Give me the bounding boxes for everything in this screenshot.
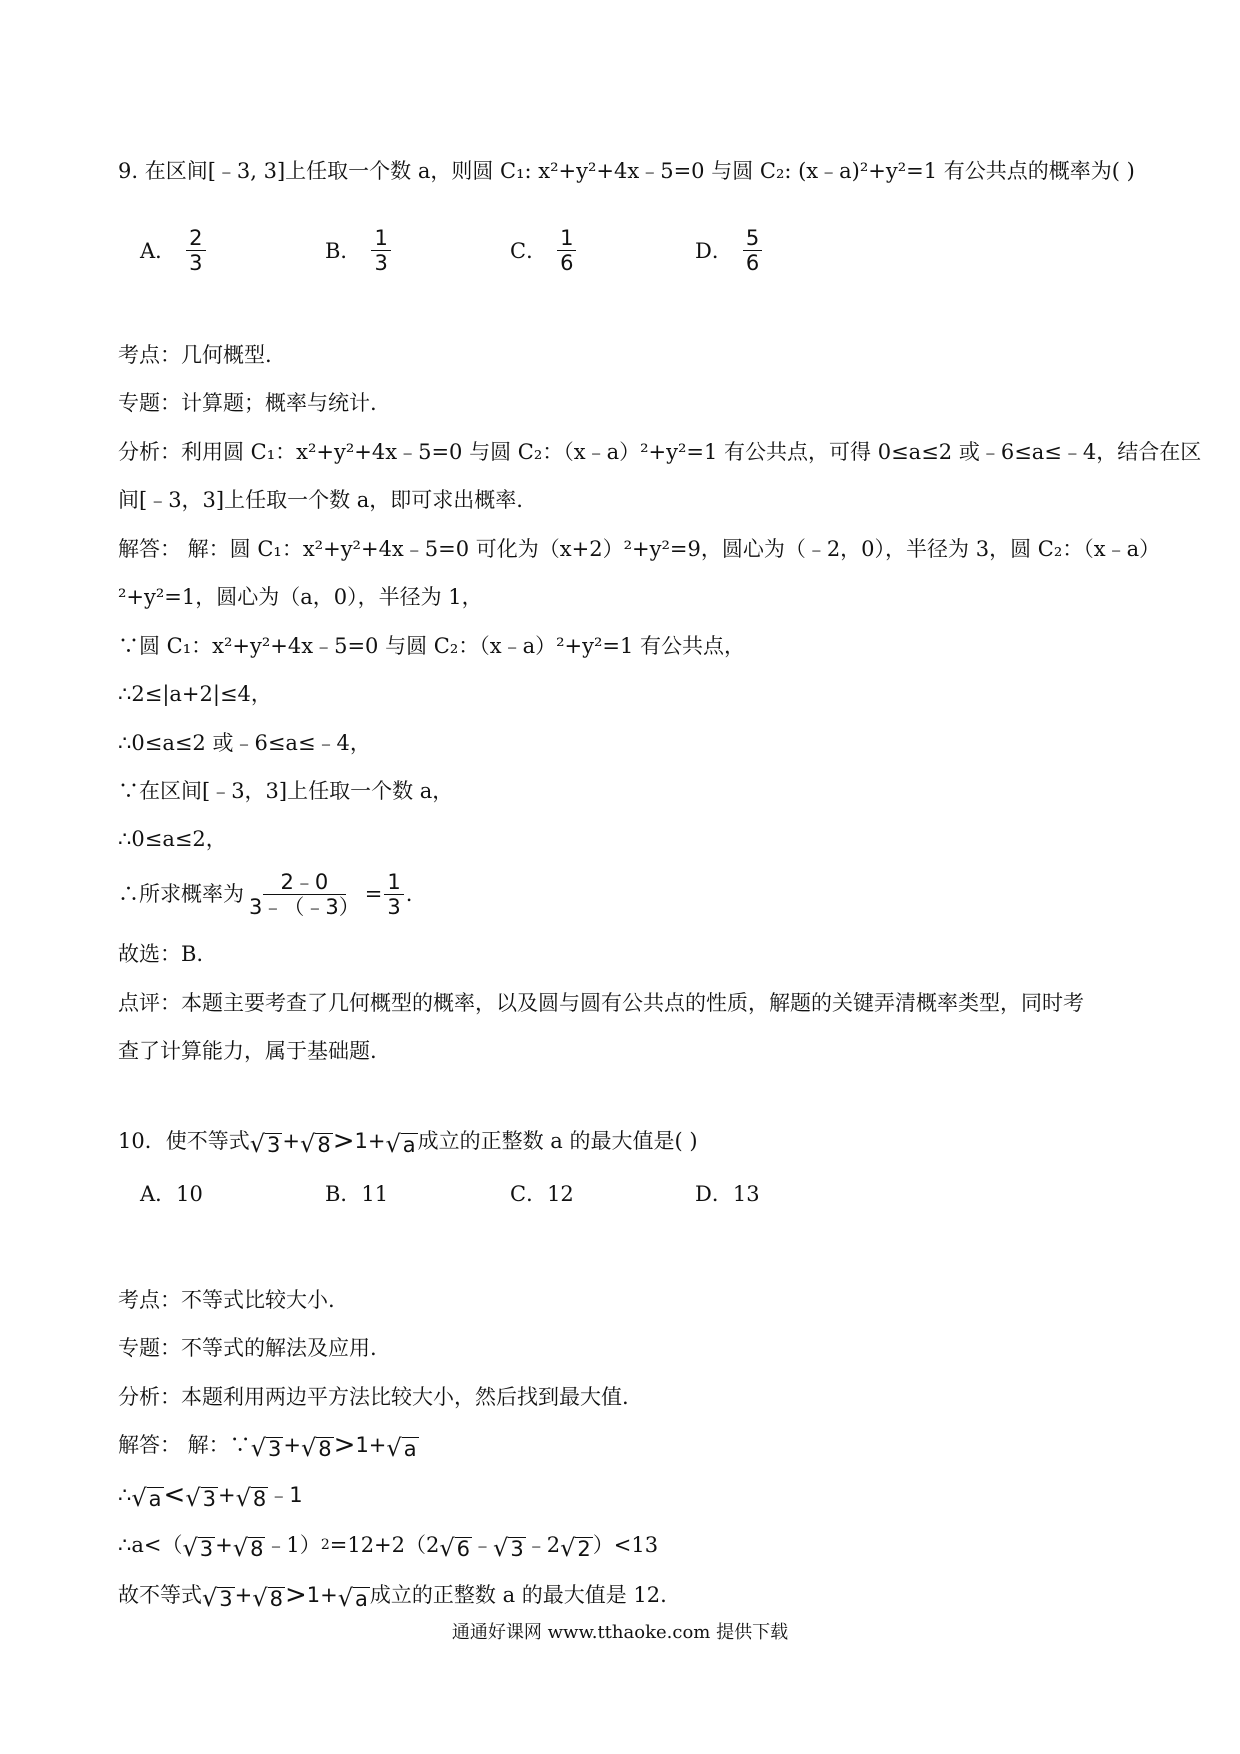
prob-result-fraction [384, 870, 403, 919]
q10-jieda-line3: ∴a<（ √ 3 + √ 8 ﹣1） 2 =12+2（2 √ 6 ﹣ √ 3 ﹣2 √ 2 ）<13 [118, 1530, 658, 1560]
q9-kaodian: 考点：几何概型. [118, 343, 272, 367]
denominator: 3 [374, 250, 388, 275]
q10-jieda-line2: ∴ √ a < √ 3 + √ 8 ﹣1 [118, 1480, 303, 1512]
sqrt-a: √ a [386, 1434, 417, 1462]
sqrt-8: √ 8 [232, 1534, 264, 1562]
denominator: 3﹣（﹣3） [249, 894, 360, 919]
option-label: B． [325, 239, 362, 263]
radical-sign-icon: √ [493, 1534, 509, 1562]
page-footer: 通通好课网 www.tthaoke.com 提供下载 [451, 1622, 789, 1643]
sqrt-3: √ 3 [250, 1434, 282, 1462]
prob-equals: = [364, 882, 383, 906]
radical-sign-icon: √ [439, 1534, 455, 1562]
denominator: 3 [387, 894, 401, 919]
sqrt-8: √ 8 [252, 1584, 283, 1612]
radical-sign-icon: √ [249, 1130, 266, 1158]
sqrt-8: √ 8 [235, 1484, 267, 1512]
numerator: 5 [743, 226, 762, 251]
option-fraction [186, 226, 205, 275]
q10-stem-suffix: 成立的正整数 a 的最大值是( ) [417, 1129, 698, 1153]
q9-option-a [140, 220, 206, 280]
option-label: C． [510, 239, 548, 263]
sqrt-2: √ 2 [560, 1534, 591, 1562]
radical-sign-icon: √ [182, 1534, 198, 1562]
q10-zhuanti: 专题：不等式的解法及应用. [118, 1336, 377, 1360]
radical-sign-icon: √ [185, 1484, 201, 1512]
option-label: D． [695, 239, 733, 263]
radical-sign-icon: √ [300, 1434, 317, 1462]
radical-sign-icon: √ [250, 1434, 266, 1462]
q9-probability-line [118, 866, 412, 922]
q10-stem: 10．使不等式 √ 3 + √ 8 > 1+ √ a 成立的正整数 a 的最大值是( ) [118, 1126, 698, 1158]
q9-zhuanti: 专题：计算题；概率与统计. [118, 391, 377, 415]
radical-sign-icon: √ [560, 1534, 576, 1562]
q9-stem: 9. 在区间[﹣3, 3]上任取一个数 a，则圆 C₁: x²+y²+4x﹣5=0 与圆 C₂: (x﹣a)²+y²=1 有公共点的概率为( ) [118, 159, 1135, 183]
q9-jieda-line1: 解答： 解：圆 C₁：x²+y²+4x﹣5=0 可化为（x+2）²+y²=9，圆心为（﹣2，0），半径为 3，圆 C₂：（x﹣a） [118, 537, 1161, 561]
q9-fenxi-line1: 分析：利用圆 C₁：x²+y²+4x﹣5=0 与圆 C₂：（x﹣a）²+y²=1 有公共点，可得 0≤a≤2 或﹣6≤a≤﹣4，结合在区 [118, 440, 1202, 464]
q9-step-3: ∴0≤a≤2 或﹣6≤a≤﹣4， [118, 731, 371, 755]
radical-sign-icon: √ [337, 1584, 354, 1612]
q9-step-5: ∴0≤a≤2， [118, 827, 227, 851]
sqrt-6: √ 6 [439, 1534, 471, 1562]
sqrt-3: √ 3 [182, 1534, 214, 1562]
q10-option-d: D．13 [695, 1182, 760, 1206]
radical-sign-icon: √ [386, 1434, 402, 1462]
radical-sign-icon: √ [385, 1130, 401, 1158]
denominator: 6 [745, 250, 760, 275]
prob-prefix: ∴所求概率为 [118, 882, 244, 906]
q10-jieda-line1: 解答： 解：∵ √ 3 + √ 8 > 1+ √ a [118, 1430, 417, 1462]
numerator: 2 [186, 226, 205, 251]
numerator: 1 [557, 226, 576, 251]
q10-option-c: C．12 [510, 1182, 574, 1206]
less-than: < [163, 1480, 186, 1510]
radical-sign-icon: √ [252, 1584, 268, 1612]
numerator: 2﹣0 [263, 870, 347, 895]
q9-step-2: ∴2≤|a+2|≤4， [118, 682, 272, 706]
radical-sign-icon: √ [202, 1584, 218, 1612]
q9-comment-line2: 查了计算能力，属于基础题. [118, 1039, 377, 1063]
q10-stem-prefix: 10．使不等式 [118, 1129, 250, 1153]
radical-sign-icon: √ [300, 1130, 316, 1158]
q10-option-a: A．10 [140, 1182, 203, 1206]
option-label: A． [140, 239, 177, 263]
q10-conclusion: 故不等式 √ 3 + √ 8 > 1+ √ a 成立的正整数 a 的最大值是 12. [118, 1580, 667, 1612]
option-fraction [371, 226, 390, 275]
q9-fenxi-line2: 间[﹣3，3]上任取一个数 a，即可求出概率. [118, 488, 523, 512]
q10-fenxi: 分析：本题利用两边平方法比较大小，然后找到最大值. [118, 1385, 629, 1409]
q10-kaodian: 考点：不等式比较大小. [118, 1288, 335, 1312]
q9-step-4: ∵在区间[﹣3，3]上任取一个数 a， [118, 779, 454, 803]
sqrt-8: √ 8 [300, 1434, 332, 1462]
radical-sign-icon: √ [232, 1534, 249, 1562]
sqrt-3: √ 3 [185, 1484, 217, 1512]
q10-options [140, 1178, 1040, 1208]
denominator: 6 [560, 250, 574, 275]
q9-comment-line1: 点评：本题主要考查了几何概型的概率，以及圆与圆有公共点的性质，解题的关键弄清概率类型，同时考 [118, 991, 1084, 1015]
option-fraction [557, 226, 576, 275]
greater-than: > [332, 1126, 355, 1156]
q9-option-c [510, 220, 576, 280]
q9-options [140, 220, 1040, 280]
q9-answer: 故选：B. [118, 942, 204, 966]
numerator: 1 [384, 870, 403, 895]
q9-jieda-line2: ²+y²=1，圆心为（a，0），半径为 1， [118, 585, 483, 609]
sqrt-3: √ 3 [249, 1130, 281, 1158]
radical-sign-icon: √ [235, 1484, 251, 1512]
q10-option-b: B．11 [325, 1182, 389, 1206]
sqrt-a: √ a [131, 1484, 162, 1512]
prob-fraction [246, 870, 363, 919]
option-fraction [743, 226, 762, 275]
sqrt-8: √ 8 [300, 1130, 331, 1158]
q9-option-d [695, 220, 762, 280]
q9-option-b [325, 220, 391, 280]
q9-step-1: ∵圆 C₁：x²+y²+4x﹣5=0 与圆 C₂：（x﹣a）²+y²=1 有公共点， [118, 634, 746, 658]
numerator: 1 [371, 226, 390, 251]
sqrt-3: √ 3 [493, 1534, 524, 1562]
prob-period: . [405, 882, 413, 906]
sqrt-3: √ 3 [202, 1584, 233, 1612]
sqrt-a: √ a [337, 1584, 368, 1612]
denominator: 3 [189, 250, 203, 275]
superscript: 2 [320, 1537, 330, 1553]
radical-sign-icon: √ [131, 1484, 147, 1512]
sqrt-a: √ a [385, 1130, 416, 1158]
